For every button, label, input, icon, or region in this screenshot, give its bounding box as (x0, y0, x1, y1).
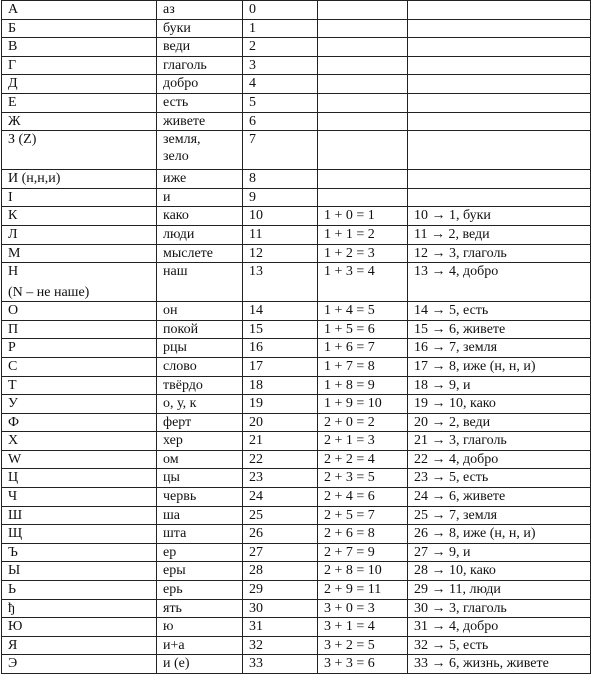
table-row (2, 75, 591, 94)
reduction-cell: 26 → 8, иже (н, н, и) (408, 525, 591, 544)
letter-cell (2, 188, 157, 207)
reduction-cell: 25 → 7, земля (408, 506, 591, 525)
cell-text-line: аз (163, 2, 175, 17)
number-cell: 3 (243, 56, 318, 75)
table-row (2, 562, 591, 581)
number-cell: 11 (243, 225, 318, 244)
cell-text-line: Х (8, 433, 19, 449)
cell-text-line: Ц (8, 470, 19, 486)
letter-cell (2, 225, 157, 244)
cell-text-line: Щ (8, 526, 23, 542)
table-row (2, 112, 591, 131)
cell-text-line: Э (8, 656, 18, 672)
number-cell: 10 (243, 207, 318, 226)
table-row (2, 543, 591, 562)
digit-sum-cell: 2 + 0 = 2 (318, 413, 408, 432)
cell-text-line: мыслете (163, 245, 214, 261)
table-row (2, 302, 591, 321)
digit-sum-cell: 1 + 1 = 2 (318, 225, 408, 244)
cell-text-line: К (8, 208, 18, 224)
number-cell: 1 (243, 19, 318, 38)
table-row (2, 525, 591, 544)
cell-text-line: цы (163, 470, 180, 486)
letter-name-cell (157, 170, 243, 189)
digit-sum-cell: 1 + 5 = 6 (318, 320, 408, 339)
letter-cell (2, 38, 157, 57)
reduction-cell: 16 → 7, земля (408, 339, 591, 358)
cell-text-line: М (8, 245, 21, 261)
letter-cell (2, 395, 157, 414)
cell-text-line: ерь (163, 582, 183, 598)
table-row (2, 1, 591, 20)
digit-sum-cell: 1 + 7 = 8 (318, 357, 408, 376)
number-cell: 32 (243, 636, 318, 655)
letter-name-cell (157, 376, 243, 395)
letter-name-cell (157, 19, 243, 38)
digit-sum-cell (318, 188, 408, 207)
cell-text-line: ферт (163, 414, 192, 430)
cell-text-line: люди (163, 226, 195, 242)
letter-name-cell (157, 543, 243, 562)
letter-cell (2, 75, 157, 94)
cell-text-line: добро (163, 76, 199, 92)
number-cell: 26 (243, 525, 318, 544)
letter-cell (2, 207, 157, 226)
cell-text-line: твёрдо (163, 377, 203, 393)
digit-sum-cell (318, 56, 408, 75)
digit-sum-cell: 3 + 3 = 6 (318, 655, 408, 674)
number-cell: 0 (243, 1, 318, 20)
cell-text-line: Г (8, 57, 17, 73)
table-row (2, 263, 591, 302)
reduction-cell: 23 → 5, есть (408, 469, 591, 488)
reduction-cell: 24 → 6, живете (408, 488, 591, 507)
number-cell: 16 (243, 339, 318, 358)
letter-cell (2, 131, 157, 170)
letter-cell (2, 562, 157, 581)
table-row (2, 432, 591, 451)
letter-cell (2, 655, 157, 674)
cell-text-line: ђ (8, 600, 15, 616)
reduction-cell (408, 188, 591, 207)
table-row (2, 376, 591, 395)
reduction-cell: 27 → 9, и (408, 543, 591, 562)
cell-text-line: Ь (8, 582, 17, 598)
digit-sum-cell (318, 131, 408, 170)
cell-text-line: буки (163, 20, 191, 36)
letter-name-cell (157, 320, 243, 339)
reduction-cell: 11 → 2, веди (408, 225, 591, 244)
reduction-cell: 22 → 4, добро (408, 450, 591, 469)
number-cell: 7 (243, 131, 318, 170)
digit-sum-cell: 2 + 2 = 4 (318, 450, 408, 469)
table-row (2, 581, 591, 600)
number-cell: 18 (243, 376, 318, 395)
cell-text-line: Б (8, 20, 17, 36)
number-cell: 25 (243, 506, 318, 525)
number-cell: 19 (243, 395, 318, 414)
reduction-cell (408, 19, 591, 38)
number-cell: 8 (243, 170, 318, 189)
digit-sum-cell: 2 + 8 = 10 (318, 562, 408, 581)
cell-text-line: он (163, 303, 178, 319)
number-cell: 17 (243, 357, 318, 376)
letter-cell (2, 525, 157, 544)
cell-text-line: о, у, к (163, 396, 197, 412)
table-row (2, 244, 591, 263)
cell-text-line: Ъ (8, 544, 18, 560)
cell-text-line: слово (163, 358, 197, 374)
letter-name-cell (157, 506, 243, 525)
reduction-cell: 17 → 8, иже (н, н, и) (408, 357, 591, 376)
table-row (2, 506, 591, 525)
table-row (2, 339, 591, 358)
letter-cell (2, 450, 157, 469)
cell-text-line: Д (8, 76, 18, 92)
letter-name-cell (157, 75, 243, 94)
reduction-cell: 20 → 2, веди (408, 413, 591, 432)
reduction-cell: 15 → 6, живете (408, 320, 591, 339)
letter-name-cell (157, 38, 243, 57)
letter-cell (2, 543, 157, 562)
digit-sum-cell: 2 + 4 = 6 (318, 488, 408, 507)
cell-text-line: глаголь (163, 57, 207, 73)
cell-text-line: W (8, 451, 22, 467)
letter-name-cell (157, 263, 243, 302)
cell-text-line: ша (163, 507, 180, 523)
table-row (2, 655, 591, 674)
cell-text-line: хер (163, 433, 183, 449)
letter-cell (2, 320, 157, 339)
digit-sum-cell: 2 + 1 = 3 (318, 432, 408, 451)
cell-text-line: живете (163, 113, 206, 129)
digit-sum-cell: 1 + 6 = 7 (318, 339, 408, 358)
letter-cell (2, 599, 157, 618)
reduction-cell: 10 → 1, буки (408, 207, 591, 226)
number-cell: 13 (243, 263, 318, 302)
reduction-cell: 31 → 4, добро (408, 618, 591, 637)
table-body (2, 1, 591, 674)
table-row (2, 19, 591, 38)
cell-text-line: Е (8, 94, 17, 110)
table-row (2, 469, 591, 488)
cell-text-line: П (8, 321, 19, 337)
reduction-cell: 13 → 4, добро (408, 263, 591, 302)
cell-text-line: У (8, 396, 18, 412)
letter-cell (2, 302, 157, 321)
letter-name-cell (157, 655, 243, 674)
letter-name-cell (157, 357, 243, 376)
cell-text-line: З (Z) (8, 132, 37, 148)
letter-cell (2, 413, 157, 432)
letter-name-cell (157, 636, 243, 655)
letter-name-cell (157, 395, 243, 414)
cell-text-line: Н (8, 264, 19, 280)
number-cell: 33 (243, 655, 318, 674)
number-cell: 24 (243, 488, 318, 507)
table-row (2, 413, 591, 432)
table-row (2, 56, 591, 75)
digit-sum-cell (318, 75, 408, 94)
number-cell: 30 (243, 599, 318, 618)
letter-name-cell (157, 244, 243, 263)
table-row (2, 207, 591, 226)
cell-text-line: зело (163, 149, 189, 165)
cell-text-line: Ы (8, 563, 21, 579)
letter-cell (2, 1, 157, 20)
letter-cell (2, 506, 157, 525)
letter-cell (2, 19, 157, 38)
number-cell: 4 (243, 75, 318, 94)
number-cell: 14 (243, 302, 318, 321)
cell-text-line: и+а (163, 637, 185, 653)
reduction-cell (408, 170, 591, 189)
table-row (2, 488, 591, 507)
cell-text-line: А (8, 2, 19, 17)
number-cell: 31 (243, 618, 318, 637)
digit-sum-cell: 1 + 8 = 9 (318, 376, 408, 395)
letter-name-cell (157, 225, 243, 244)
table-row (2, 357, 591, 376)
letter-cell (2, 618, 157, 637)
cell-text-line: В (8, 39, 18, 55)
table-row (2, 599, 591, 618)
letter-name-cell (157, 207, 243, 226)
digit-sum-cell: 2 + 6 = 8 (318, 525, 408, 544)
letter-name-cell (157, 469, 243, 488)
letter-name-cell (157, 488, 243, 507)
cell-text-line: Р (8, 340, 16, 356)
digit-sum-cell: 2 + 9 = 11 (318, 581, 408, 600)
cell-text-line: како (163, 208, 189, 224)
cell-text-line: I (8, 189, 13, 205)
cell-text-line: Ж (8, 113, 21, 129)
digit-sum-cell: 1 + 9 = 10 (318, 395, 408, 414)
table-row (2, 636, 591, 655)
cell-text-line: наш (163, 264, 188, 280)
table-row (2, 320, 591, 339)
number-cell: 28 (243, 562, 318, 581)
letter-cell (2, 339, 157, 358)
digit-sum-cell: 1 + 0 = 1 (318, 207, 408, 226)
reduction-cell (408, 112, 591, 131)
letter-name-cell (157, 599, 243, 618)
cell-text-line: рцы (163, 340, 187, 356)
digit-sum-cell (318, 93, 408, 112)
digit-sum-cell: 3 + 0 = 3 (318, 599, 408, 618)
letter-cell (2, 244, 157, 263)
digit-sum-cell (318, 19, 408, 38)
table-row (2, 618, 591, 637)
digit-sum-cell: 1 + 2 = 3 (318, 244, 408, 263)
digit-sum-cell (318, 1, 408, 20)
digit-sum-cell: 2 + 5 = 7 (318, 506, 408, 525)
cell-text-line: и (е) (163, 656, 190, 672)
reduction-cell: 14 → 5, есть (408, 302, 591, 321)
reduction-cell: 21 → 3, глаголь (408, 432, 591, 451)
letter-cell (2, 636, 157, 655)
cell-text-line: ер (163, 544, 177, 560)
reduction-cell: 29 → 11, люди (408, 581, 591, 600)
number-cell: 29 (243, 581, 318, 600)
cell-text-line: О (8, 303, 19, 319)
cell-text-line: Ч (8, 489, 18, 505)
cell-text-line: еры (163, 563, 186, 579)
letter-cell (2, 56, 157, 75)
table-row (2, 450, 591, 469)
table-row (2, 395, 591, 414)
digit-sum-cell (318, 38, 408, 57)
number-cell: 21 (243, 432, 318, 451)
digit-sum-cell: 1 + 3 = 4 (318, 263, 408, 302)
cell-text-line: веди (163, 39, 191, 55)
number-cell: 15 (243, 320, 318, 339)
letter-name-cell (157, 56, 243, 75)
letter-name-cell (157, 131, 243, 170)
digit-sum-cell: 3 + 2 = 5 (318, 636, 408, 655)
cell-text-line: покой (163, 321, 199, 337)
cell-text-line: иже (163, 171, 187, 187)
letter-cell (2, 376, 157, 395)
alphabet-numerology-table (1, 0, 591, 674)
letter-name-cell (157, 525, 243, 544)
reduction-cell: 12 → 3, глаголь (408, 244, 591, 263)
reduction-cell: 30 → 3, глаголь (408, 599, 591, 618)
letter-cell (2, 263, 157, 302)
table-row (2, 170, 591, 189)
digit-sum-cell (318, 112, 408, 131)
letter-name-cell (157, 188, 243, 207)
letter-cell (2, 469, 157, 488)
cell-text-line: Ю (8, 619, 23, 635)
cell-text-line: Я (8, 637, 18, 653)
digit-sum-cell: 3 + 1 = 4 (318, 618, 408, 637)
reduction-cell (408, 131, 591, 170)
letter-name-cell (157, 302, 243, 321)
reduction-cell: 18 → 9, и (408, 376, 591, 395)
letter-name-cell (157, 112, 243, 131)
digit-sum-cell: 2 + 3 = 5 (318, 469, 408, 488)
reduction-cell (408, 38, 591, 57)
cell-text-line: Ш (8, 507, 23, 523)
number-cell: 23 (243, 469, 318, 488)
letter-cell (2, 432, 157, 451)
letter-cell (2, 93, 157, 112)
cell-text-line: и (163, 189, 171, 205)
letter-name-cell (157, 562, 243, 581)
cell-text-line: ом (163, 451, 179, 467)
letter-name-cell (157, 432, 243, 451)
number-cell: 20 (243, 413, 318, 432)
cell-text-line: ю (163, 619, 174, 635)
reduction-cell: 28 → 10, како (408, 562, 591, 581)
cell-text-line: С (8, 358, 18, 374)
cell-text-line: ять (163, 600, 182, 616)
table-row (2, 93, 591, 112)
letter-name-cell (157, 581, 243, 600)
reduction-cell (408, 93, 591, 112)
number-cell: 12 (243, 244, 318, 263)
cell-text-line: земля, (163, 132, 201, 148)
cell-text-line: шта (163, 526, 187, 542)
cell-text-line: Ф (8, 414, 20, 430)
cell-text-line: И (н,н,и) (8, 171, 61, 187)
reduction-cell: 19 → 10, како (408, 395, 591, 414)
digit-sum-cell: 1 + 4 = 5 (318, 302, 408, 321)
table-row (2, 188, 591, 207)
cell-text-line: Л (8, 226, 18, 242)
cell-text-line: червь (163, 489, 197, 505)
digit-sum-cell: 2 + 7 = 9 (318, 543, 408, 562)
reduction-cell (408, 1, 591, 20)
reduction-cell: 32 → 5, есть (408, 636, 591, 655)
cell-text-line: (N – не наше) (8, 285, 90, 301)
number-cell: 2 (243, 38, 318, 57)
number-cell: 27 (243, 543, 318, 562)
number-cell: 6 (243, 112, 318, 131)
table-row (2, 38, 591, 57)
letter-name-cell (157, 413, 243, 432)
digit-sum-cell (318, 170, 408, 189)
table-row (2, 131, 591, 170)
number-cell: 5 (243, 93, 318, 112)
table-row (2, 225, 591, 244)
letter-cell (2, 581, 157, 600)
cell-text-line: Т (8, 377, 17, 393)
letter-name-cell (157, 450, 243, 469)
letter-cell (2, 357, 157, 376)
reduction-cell: 33 → 6, жизнь, живете (408, 655, 591, 674)
number-cell: 9 (243, 188, 318, 207)
letter-name-cell (157, 618, 243, 637)
reduction-cell (408, 56, 591, 75)
letter-name-cell (157, 93, 243, 112)
cell-text-line: есть (163, 94, 189, 110)
reduction-cell (408, 75, 591, 94)
letter-name-cell (157, 339, 243, 358)
letter-cell (2, 170, 157, 189)
letter-cell (2, 488, 157, 507)
number-cell: 22 (243, 450, 318, 469)
letter-cell (2, 112, 157, 131)
letter-name-cell (157, 1, 243, 20)
